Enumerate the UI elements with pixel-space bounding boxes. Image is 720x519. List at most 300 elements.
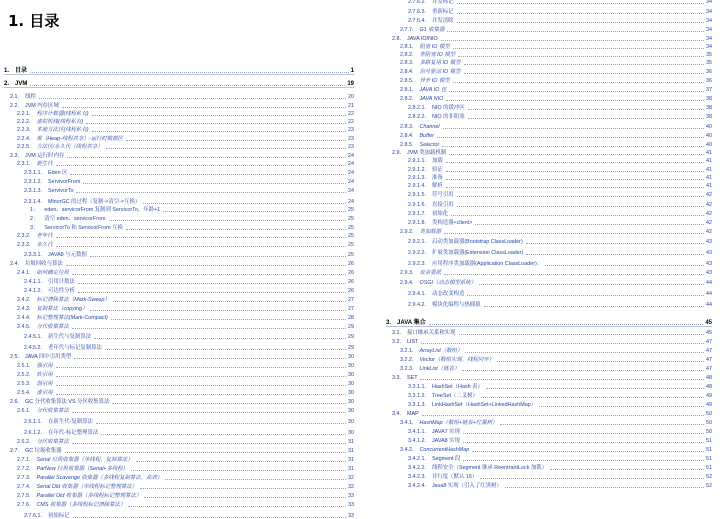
toc-leader-dots (66, 265, 346, 266)
toc-entry-title: 虚拟机栈(线程私有) (36, 119, 84, 125)
toc-entry-page: 31 (348, 439, 354, 445)
toc-entry-title: MinorGC 的过程（复制->清空->互换） (47, 199, 141, 205)
toc-entry[interactable] (408, 292, 712, 297)
toc-entry[interactable] (400, 45, 712, 50)
toc-entry-title: JAVA 集合 (397, 320, 426, 326)
toc-entry-page: 40 (706, 133, 712, 139)
toc-entry-title: 在年代-标记整理算法 (47, 430, 99, 436)
toc-leader-dots (526, 254, 704, 255)
toc-entry-number: 2.8.2.1. (408, 105, 426, 111)
toc-entry-number: 2.8.1. (400, 44, 414, 50)
toc-entry-title: JAVA8 与元数据 (47, 252, 87, 258)
toc-entry-number: 2.1. (10, 94, 19, 100)
toc-entry-page: 19 (347, 81, 354, 87)
toc-entry-number: 2.9. (392, 150, 401, 156)
toc-leader-dots (94, 338, 346, 339)
toc-entry[interactable] (408, 168, 712, 173)
toc-entry-title: Parallel Old 收集器（多线程标记整理算法） (36, 493, 142, 499)
toc-entry-title: JVM 类加载机制 (407, 150, 447, 156)
toc-entry[interactable] (408, 403, 712, 408)
toc-entry[interactable] (408, 466, 712, 471)
toc-leader-dots (451, 215, 704, 216)
toc-entry[interactable] (392, 37, 712, 42)
toc-entry[interactable] (392, 340, 712, 345)
toc-entry-number: 3.4. (392, 411, 401, 417)
toc-entry[interactable] (408, 176, 712, 181)
toc-entry[interactable] (408, 10, 712, 15)
toc-entry[interactable] (10, 449, 354, 454)
toc-entry[interactable] (4, 68, 354, 75)
toc-entry[interactable] (17, 409, 354, 414)
toc-entry-title: 分代收集算法 (36, 324, 69, 330)
toc-entry-number: 2.8.3. (400, 124, 414, 130)
toc-entry[interactable] (400, 79, 712, 84)
toc-entry-page: 29 (348, 334, 354, 340)
toc-entry-page: 26 (348, 270, 354, 276)
toc-entry[interactable] (17, 128, 354, 133)
toc-entry-page: 41 (706, 175, 712, 181)
toc-entry-title: Selector (419, 142, 440, 148)
toc-entry[interactable] (17, 120, 354, 125)
toc-entry[interactable] (30, 226, 354, 231)
toc-entry[interactable] (30, 217, 354, 222)
toc-entry-page: 50 (706, 429, 712, 435)
toc-entry[interactable] (17, 307, 354, 312)
toc-entry-number: 2.3.1.2. (24, 179, 42, 185)
toc-entry-number: 2.4.2. (17, 297, 31, 303)
toc-entry-title: JVM (15, 81, 28, 87)
toc-entry-page: 23 (348, 127, 354, 133)
toc-entry-page: 36 (706, 78, 712, 84)
toc-entry[interactable] (408, 203, 712, 208)
toc-leader-dots (468, 109, 704, 110)
toc-entry[interactable] (408, 484, 712, 489)
toc-entry-page: 29 (348, 324, 354, 330)
toc-entry-title: 模块化编程与热插拔 (431, 302, 481, 308)
toc-entry[interactable] (10, 355, 354, 360)
toc-entry-number: 2.6.1.1. (24, 419, 42, 425)
toc-entry[interactable] (30, 208, 354, 213)
toc-entry-number: 3.4.2.2. (408, 465, 426, 471)
toc-entry[interactable] (408, 430, 712, 435)
toc-entry[interactable] (400, 88, 712, 93)
toc-entry[interactable] (17, 458, 354, 463)
toc-entry[interactable] (17, 382, 354, 387)
toc-leader-dots (39, 98, 346, 99)
toc-entry-title: 垃圾回收与算法 (25, 261, 63, 267)
toc-entry[interactable] (10, 95, 354, 100)
toc-entry[interactable] (400, 349, 712, 354)
toc-entry[interactable] (400, 70, 712, 75)
toc-entry[interactable] (408, 106, 712, 111)
toc-entry[interactable] (400, 134, 712, 139)
toc-entry-title: 动态改变构造 (431, 291, 465, 297)
toc-entry-page: 27 (348, 297, 354, 303)
toc-leader-dots (475, 224, 704, 225)
toc-leader-dots (463, 442, 704, 443)
toc-entry-page: 34 (706, 9, 712, 15)
toc-entry[interactable] (17, 467, 354, 472)
toc-entry[interactable] (392, 412, 712, 417)
toc-entry-title: 软引用 (36, 372, 53, 378)
toc-entry-number: 3.2.2. (400, 357, 414, 363)
toc-leader-dots (136, 461, 346, 462)
toc-leader-dots (143, 203, 346, 204)
toc-entry[interactable] (408, 159, 712, 164)
toc-leader-dots (56, 246, 346, 247)
toc-entry[interactable] (400, 367, 712, 372)
toc-entry[interactable] (17, 145, 354, 150)
toc-entry-number: 2.2. (10, 103, 19, 109)
toc-entry[interactable] (408, 115, 712, 120)
toc-leader-dots (165, 479, 346, 480)
toc-entry[interactable] (400, 28, 712, 33)
toc-leader-dots (126, 140, 346, 141)
toc-leader-dots (30, 85, 345, 86)
toc-entry-title: 加载 (431, 158, 443, 164)
toc-entry-page: 30 (348, 363, 354, 369)
toc-entry-title: 准备 (431, 175, 443, 181)
toc-entry[interactable] (386, 320, 712, 327)
toc-entry[interactable] (408, 439, 712, 444)
toc-entry-number: 2.6.1. (17, 408, 31, 414)
toc-entry-number: 2.7.3. (17, 475, 31, 481)
toc-entry[interactable] (24, 171, 354, 176)
toc-leader-dots (453, 82, 704, 83)
toc-leader-dots (422, 415, 704, 416)
toc-entry-page: 51 (706, 447, 712, 453)
toc-entry[interactable] (408, 251, 712, 256)
toc-entry[interactable] (408, 0, 712, 5)
toc-entry-number: 2.3.3. (17, 242, 31, 248)
toc-entry[interactable] (408, 457, 712, 462)
toc-entry[interactable] (400, 448, 712, 453)
toc-leader-dots (472, 451, 704, 452)
toc-entry[interactable] (24, 420, 354, 425)
toc-entry-number: 2.7. (10, 448, 19, 454)
toc-entry-page: 44 (706, 291, 712, 297)
toc-entry-title: Serial Old 收集器（单线程标记整理算法） (36, 484, 138, 490)
toc-entry[interactable] (24, 180, 354, 185)
toc-entry-page: 24 (348, 153, 354, 159)
toc-entry-number: 2.5. (10, 354, 19, 360)
toc-entry-title: ArrayList（数组） (419, 348, 463, 354)
toc-entry[interactable] (408, 19, 712, 24)
toc-entry[interactable] (10, 104, 354, 109)
toc-entry-number: 2.9.3. (400, 270, 414, 276)
toc-leader-dots (463, 460, 704, 461)
toc-entry[interactable] (24, 431, 354, 436)
toc-leader-dots (457, 196, 704, 197)
toc-entry-number: 3.4.2.3. (408, 474, 426, 480)
toc-entry[interactable] (17, 373, 354, 378)
toc-entry-page: 43 (706, 239, 712, 245)
toc-entry[interactable] (400, 358, 712, 363)
toc-entry-number: 2.9.4.1. (408, 291, 426, 297)
toc-entry-page: 38 (706, 96, 712, 102)
toc-entry-title: 在新生代-复制算法 (47, 419, 93, 425)
toc-entry-title: 启动类加载器(Bootstrap ClassLoader) (431, 239, 523, 245)
toc-entry[interactable] (24, 514, 354, 519)
toc-entry-page: 38 (706, 105, 712, 111)
toc-entry-title: 双亲委派 (419, 270, 442, 276)
toc-leader-dots (443, 128, 704, 129)
toc-entry-page: 51 (706, 465, 712, 471)
toc-leader-dots (72, 412, 346, 413)
toc-entry[interactable] (408, 475, 712, 480)
toc-entry-title: 应用程序类加载器(Application ClassLoader)： (431, 261, 543, 267)
toc-leader-dots (446, 171, 704, 172)
toc-heading: 1. 目录 (8, 12, 60, 30)
toc-entry[interactable] (392, 376, 712, 381)
toc-entry[interactable] (400, 61, 712, 66)
toc-entry-page: 30 (348, 354, 354, 360)
toc-entry[interactable] (400, 230, 712, 235)
toc-entry-number: 2.9.4. (400, 280, 414, 286)
toc-entry[interactable] (17, 440, 354, 445)
toc-entry-number: 2.2.2. (17, 119, 31, 125)
toc-leader-dots (92, 131, 346, 132)
toc-leader-dots (453, 48, 704, 49)
toc-entry-page: 26 (348, 288, 354, 294)
toc-entry-page: 34 (706, 36, 712, 42)
toc-entry-number: 2. (4, 81, 10, 87)
toc-entry-page: 28 (348, 315, 354, 321)
toc-entry-title: 目录 (15, 68, 28, 74)
toc-entry[interactable] (17, 476, 354, 481)
toc-entry-page: 30 (348, 372, 354, 378)
toc-entry-title: 复制算法（copying） (36, 306, 88, 312)
toc-entry-number: 2： (30, 216, 39, 222)
toc-entry-page: 30 (348, 419, 354, 425)
toc-entry[interactable] (400, 97, 712, 102)
toc-entry-page: 43 (706, 270, 712, 276)
toc-leader-dots (67, 157, 346, 158)
toc-entry[interactable] (24, 189, 354, 194)
toc-entry-title: 可达性分析 (47, 288, 75, 294)
toc-leader-dots (131, 470, 346, 471)
toc-entry-page: 25 (348, 216, 354, 222)
toc-entry[interactable] (17, 243, 354, 248)
toc-entry-page: 49 (706, 393, 712, 399)
toc-entry[interactable] (408, 394, 712, 399)
toc-entry[interactable] (392, 151, 712, 156)
toc-entry[interactable] (24, 289, 354, 294)
toc-entry-number: 2.7.6.4. (408, 18, 426, 24)
toc-entry-page: 38 (706, 114, 712, 120)
toc-entry-page: 21 (348, 103, 354, 109)
toc-entry-title: ServicorTo 和 ServicorFrom 互换 (44, 225, 123, 231)
toc-entry[interactable] (400, 143, 712, 148)
toc-leader-dots (484, 306, 704, 307)
toc-entry-number: 2.4.5.2. (24, 345, 42, 351)
toc-entry-title: NIO 的缓冲区 (431, 105, 465, 111)
toc-leader-dots (56, 367, 346, 368)
toc-leader-dots (72, 328, 346, 329)
toc-entry-page: 31 (348, 466, 354, 472)
toc-entry[interactable] (400, 125, 712, 130)
toc-entry-number: 1： (30, 207, 39, 213)
toc-entry-number: 2.5.2. (17, 372, 31, 378)
toc-entry-title: GC 垃圾收集器 (25, 448, 62, 454)
toc-entry-title: 符号引用 (431, 192, 454, 198)
toc-leader-dots (70, 174, 346, 175)
toc-entry-page: 51 (706, 438, 712, 444)
toc-entry[interactable] (17, 503, 354, 508)
toc-entry-title: 初始标记 (47, 513, 70, 519)
toc-entry[interactable] (17, 364, 354, 369)
toc-leader-dots (444, 274, 704, 275)
toc-leader-dots (446, 100, 704, 101)
toc-entry[interactable] (408, 385, 712, 390)
toc-entry[interactable] (17, 316, 354, 321)
toc-entry[interactable] (408, 184, 712, 189)
toc-entry-number: 3.3.1.2. (408, 393, 426, 399)
toc-entry[interactable] (17, 112, 354, 117)
toc-entry-number: 1. (4, 68, 10, 74)
toc-leader-dots (56, 394, 346, 395)
toc-entry-page: 31 (348, 448, 354, 454)
toc-entry-title: JAVA8 实现 (431, 438, 460, 444)
toc-entry[interactable] (17, 325, 354, 330)
toc-entry[interactable] (392, 331, 712, 336)
toc-leader-dots (464, 64, 704, 65)
toc-entry-number: 2.4.1.1. (24, 279, 42, 285)
toc-entry[interactable] (17, 494, 354, 499)
toc-entry-number: 2.9.4.2. (408, 302, 426, 308)
toc-entry-number: 3.4.2. (400, 447, 414, 453)
toc-leader-dots (444, 233, 704, 234)
toc-entry[interactable] (17, 298, 354, 303)
toc-entry-title: 老年代 (36, 233, 53, 239)
toc-entry-number: 2.6.1.2. (24, 430, 42, 436)
toc-entry-title: JAVA NIO (419, 96, 444, 102)
toc-entry[interactable] (17, 391, 354, 396)
toc-entry-page: 41 (706, 158, 712, 164)
toc-entry-number: 2.4.1.2. (24, 288, 42, 294)
toc-entry-page: 44 (706, 302, 712, 308)
toc-entry-number: 3.2. (392, 339, 401, 345)
toc-entry-number: 3.2.3. (400, 366, 414, 372)
toc-entry-page: 34 (706, 0, 712, 5)
toc-entry-title: 信号驱动 IO 模型 (419, 69, 461, 75)
toc-leader-dots (458, 56, 704, 57)
toc-entry[interactable] (400, 53, 712, 58)
toc-leader-dots (463, 433, 704, 434)
toc-leader-dots (83, 183, 346, 184)
toc-leader-dots (486, 388, 704, 389)
toc-leader-dots (101, 434, 346, 435)
toc-leader-dots (467, 295, 704, 296)
toc-entry[interactable] (408, 193, 712, 198)
toc-entry-page: 35 (706, 52, 712, 58)
toc-entry[interactable] (24, 335, 354, 340)
toc-entry-page: 41 (706, 183, 712, 189)
toc-entry-page: 44 (706, 280, 712, 286)
toc-entry-page: 1 (350, 68, 354, 74)
toc-entry[interactable] (408, 262, 712, 267)
toc-entry[interactable] (408, 240, 712, 245)
toc-entry-number: 2.9.1.6. (408, 202, 426, 208)
toc-leader-dots (74, 358, 346, 359)
toc-entry[interactable] (400, 421, 712, 426)
toc-entry-page: 34 (706, 44, 712, 50)
toc-entry[interactable] (17, 137, 354, 142)
toc-entry-title: Segment 段 (431, 456, 461, 462)
toc-entry[interactable] (17, 271, 354, 276)
toc-entry-page: 25 (348, 207, 354, 213)
toc-entry-title: MAP (407, 411, 419, 417)
toc-entry-number: 2.9.1.8. (408, 220, 426, 226)
toc-entry[interactable] (10, 154, 354, 159)
toc-entry-number: 2.9.2.2. (408, 250, 426, 256)
toc-entry[interactable] (400, 281, 712, 286)
toc-entry-title: GC 分代收集算法 VS 分区收集算法 (25, 399, 110, 405)
toc-leader-dots (30, 72, 349, 73)
toc-leader-dots (111, 319, 346, 320)
toc-entry[interactable] (17, 162, 354, 167)
toc-entry[interactable] (24, 253, 354, 258)
toc-entry[interactable] (24, 280, 354, 285)
toc-entry-page: 47 (706, 366, 712, 372)
toc-entry-page: 36 (706, 69, 712, 75)
toc-entry[interactable] (400, 271, 712, 276)
toc-entry-page: 25 (348, 252, 354, 258)
toc-entry[interactable] (10, 400, 354, 405)
toc-entry[interactable] (24, 200, 354, 205)
toc-entry-number: 2.3.2. (17, 233, 31, 239)
toc-entry-page: 25 (348, 233, 354, 239)
toc-entry-page: 48 (706, 384, 712, 390)
toc-entry[interactable] (408, 221, 712, 226)
toc-entry[interactable] (408, 212, 712, 217)
toc-leader-dots (468, 118, 704, 119)
toc-entry-number: 2.8. (392, 36, 401, 42)
toc-leader-dots (163, 211, 346, 212)
toc-entry-number: 3.3. (392, 375, 401, 381)
toc-leader-dots (56, 376, 346, 377)
toc-leader-dots (429, 324, 704, 325)
toc-leader-dots (56, 237, 346, 238)
toc-entry-page: 40 (706, 142, 712, 148)
toc-leader-dots (497, 361, 704, 362)
toc-leader-dots (480, 478, 704, 479)
toc-leader-dots (449, 91, 704, 92)
toc-entry-number: 2.8.4. (400, 69, 414, 75)
toc-entry-number: 2.7.1. (17, 457, 31, 463)
toc-entry-number: 2.7.4. (17, 484, 31, 490)
toc-entry-number: 2.5.3. (17, 381, 31, 387)
toc-entry-page: 24 (348, 188, 354, 194)
toc-entry-page: 24 (348, 199, 354, 205)
toc-entry[interactable] (24, 346, 354, 351)
toc-entry[interactable] (17, 234, 354, 239)
toc-entry-number: 2.7.7. (400, 27, 414, 33)
toc-leader-dots (441, 40, 704, 41)
toc-entry[interactable] (10, 262, 354, 267)
toc-entry-number: 3.2.1. (400, 348, 414, 354)
toc-entry-number: 2.6.2. (17, 439, 31, 445)
toc-entry-number: 2.4.1. (17, 270, 31, 276)
toc-entry[interactable] (408, 303, 712, 308)
toc-leader-dots (62, 107, 346, 108)
toc-entry-title: Channel (419, 124, 440, 130)
toc-entry-number: 2.3.1. (17, 161, 31, 167)
toc-entry-page: 42 (706, 220, 712, 226)
toc-entry[interactable] (4, 81, 354, 88)
toc-entry-number: 2.8.2. (400, 52, 414, 58)
toc-entry-title: 堆（Heap-线程共享）-运行时数据区 (36, 136, 124, 142)
